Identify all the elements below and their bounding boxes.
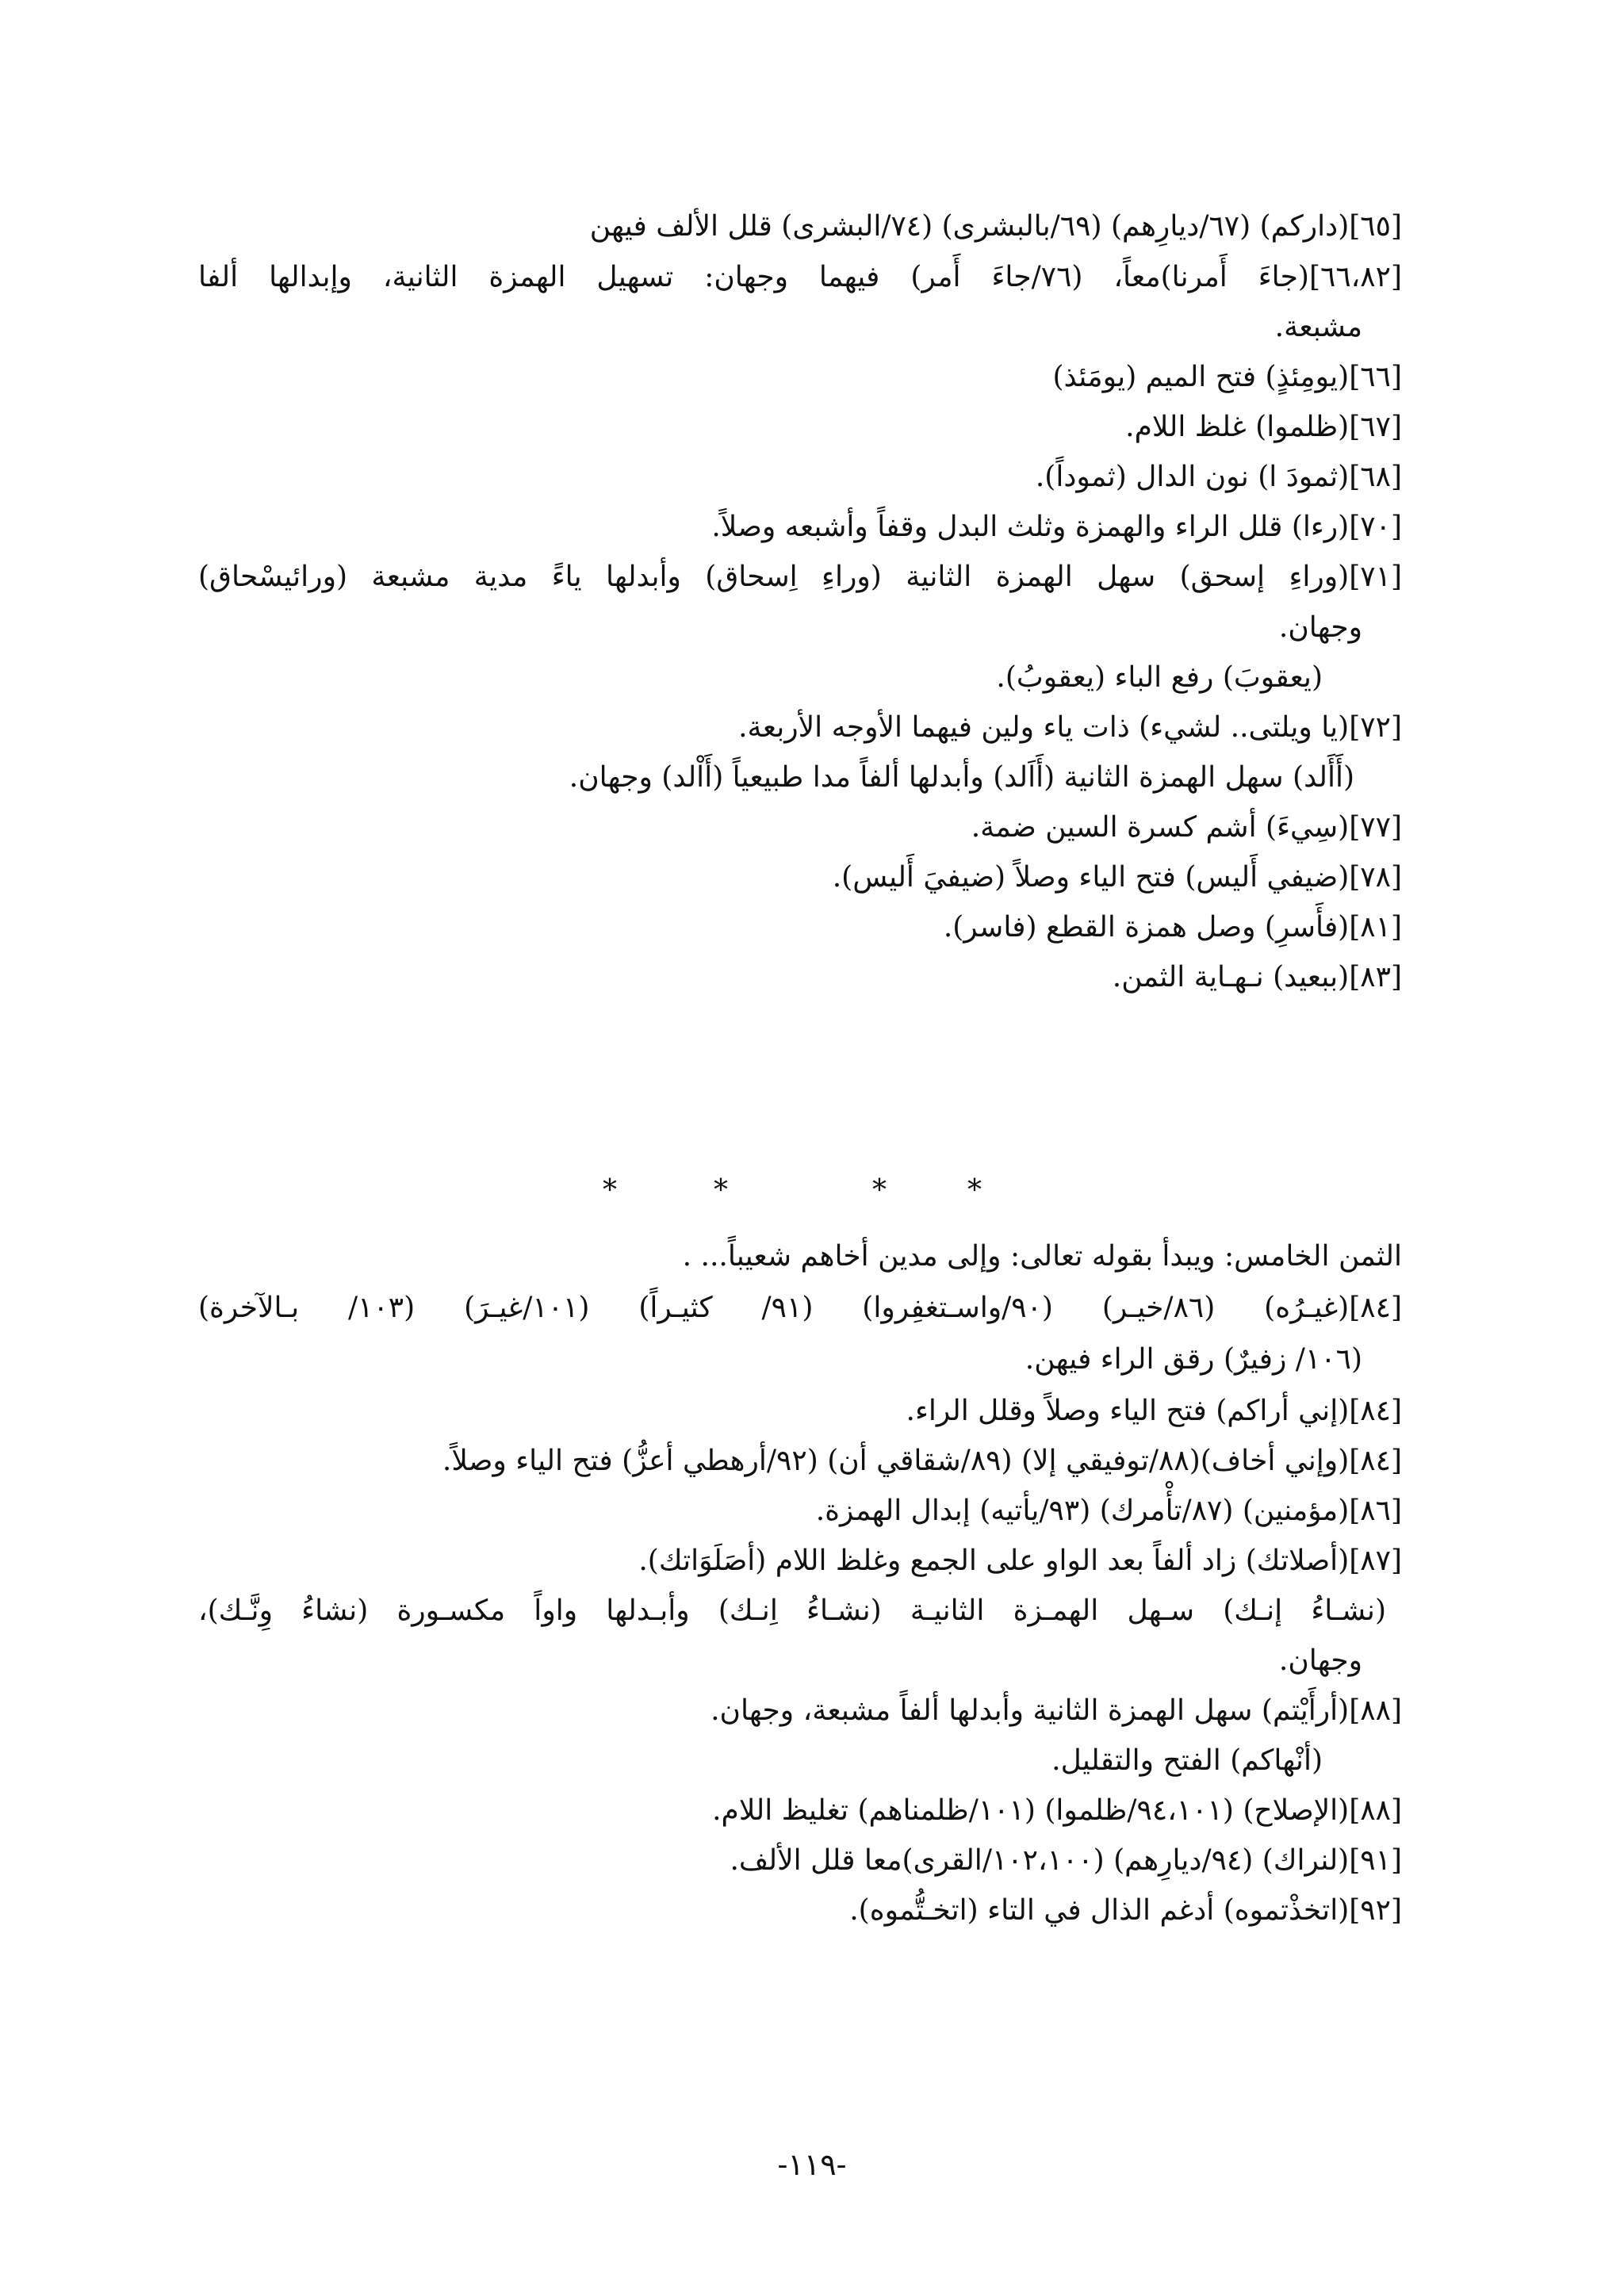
text-line: مشبعة. [1274, 311, 1362, 343]
text-line: [٨٧](أصلاتك) زاد ألفاً بعد الواو على الجمع وغلظ اللام (أصَلَوَاتك). [638, 1545, 1402, 1577]
text-line: (يعقوبَ) رفع الباء (يعقوبُ). [996, 661, 1323, 694]
separator-star: * [714, 1174, 728, 1207]
text-line: [٨٤](وإني أخاف)(٨٨/توفيقي إلا) (٨٩/شقاقي أن) (٩٢/أرهطي أعزُّ) فتح الياء وصلاً. [442, 1445, 1402, 1477]
text-line: وجهان. [1278, 1644, 1362, 1677]
text-line: (أَأَلد) سهل الهمزة الثانية (أَاَلد) وأبدلها ألفاً مدا طبيعياً (أَاْلد) وجهان. [569, 761, 1354, 794]
text-line: [٧٠](رءا) قلل الراء والهمزة وثلث البدل وقفاً وأشبعه وصلاً. [711, 511, 1402, 543]
text-line: [٨١](فأَسرِ) وصل همزة القطع (فاسر). [943, 911, 1402, 944]
text-line: [٦٨](ثمودَ ا) نون الدال (ثموداً). [1035, 461, 1402, 493]
page-number: -١١٩- [777, 2147, 847, 2182]
text-line: [٦٦](يومِئذٍ) فتح الميم (يومَئذ) [1052, 361, 1402, 393]
section-heading: الثمن الخامس: ويبدأ بقوله تعالى: وإلى مدين أخاهم شعيباً... . [682, 1240, 1402, 1273]
text-line: [٨٨](الإصلاح) (٩٤،١٠١/ظلموا) (١٠١/ظلمناهم) تغليظ اللام. [712, 1794, 1402, 1827]
text-line: [٧٧](سِيءَ) أشم كسرة السين ضمة. [971, 811, 1402, 844]
text-line: [٨٨](أرأَيْتم) سهل الهمزة الثانية وأبدلها ألفاً مشبعة، وجهان. [710, 1694, 1402, 1727]
separator-star: * [872, 1174, 887, 1207]
text-line: [٧٢](يا ويلتى.. لشيء) ذات ياء ولين فيهما الأوجه الأربعة. [738, 711, 1402, 744]
text-line: [٦٥](داركم) (٦٧/ديارِهم) (٦٩/بالبشرى) (٧٤/البشرى) قلل الألف فيهن [589, 210, 1402, 243]
text-line: [٩١](لنراك) (٩٤/ديارِهم) (١٠٢،١٠٠/القرى)معا قلل الألف. [730, 1844, 1402, 1877]
text-line: [٧١](وراءِ إسحق) سهل الهمزة الثانية (وراءِ اِسحاق) وأبدلها ياءً مدية مشبعة (ورائيسْحاق) [198, 561, 1402, 593]
text-line: [٨٣](ببعيد) نـهـاية الثمن. [1112, 961, 1402, 993]
text-line: [٦٧](ظلموا) غلظ اللام. [1125, 411, 1402, 443]
separator-star: * [603, 1174, 617, 1207]
text-line: [٨٤](غيـرُه) (٨٦/خيـر) (٩٠/واسـتغفِروا) (٩١/ كثيـراً) (١٠١/غيـرَ) (١٠٣/ بـالآخرة) [198, 1292, 1402, 1324]
text-line: [٨٦](مؤمنين) (٨٧/تأْمرك) (٩٣/يأتيه) إبدال الهمزة. [815, 1495, 1402, 1527]
text-line: (١٠٦/ زفيرٌ) رقق الراء فيهن. [1025, 1343, 1362, 1376]
separator-star: * [967, 1174, 982, 1207]
text-line: (نشـاءُ إنـك) سـهل الهمـزة الثانيـة (نشـاءُ اِنـك) وأبـدلها واواً مكسـورة (نشاءُ وِنَّـك)، [198, 1594, 1386, 1627]
text-line: (أنْهاكم) الفتح والتقليل. [1051, 1744, 1323, 1777]
text-line: [٧٨](ضيفي أَليس) فتح الياء وصلاً (ضيفيَ أَليس). [832, 861, 1402, 894]
text-line: [٨٤](إني أراكم) فتح الياء وصلاً وقلل الراء. [906, 1395, 1402, 1427]
text-line: وجهان. [1278, 611, 1362, 644]
text-line: [٩٢](اتخذْتموه) أدغم الذال في التاء (اتخـتُّموه). [849, 1894, 1402, 1927]
text-line: [٦٦،٨٢](جاءَ أَمرنا)معاً، (٧٦/جاءَ أَمر) فيهما وجهان: تسهيل الهمزة الثانية، وإبدالها ألفا [198, 261, 1402, 293]
section-separator [0, 1167, 1624, 1215]
